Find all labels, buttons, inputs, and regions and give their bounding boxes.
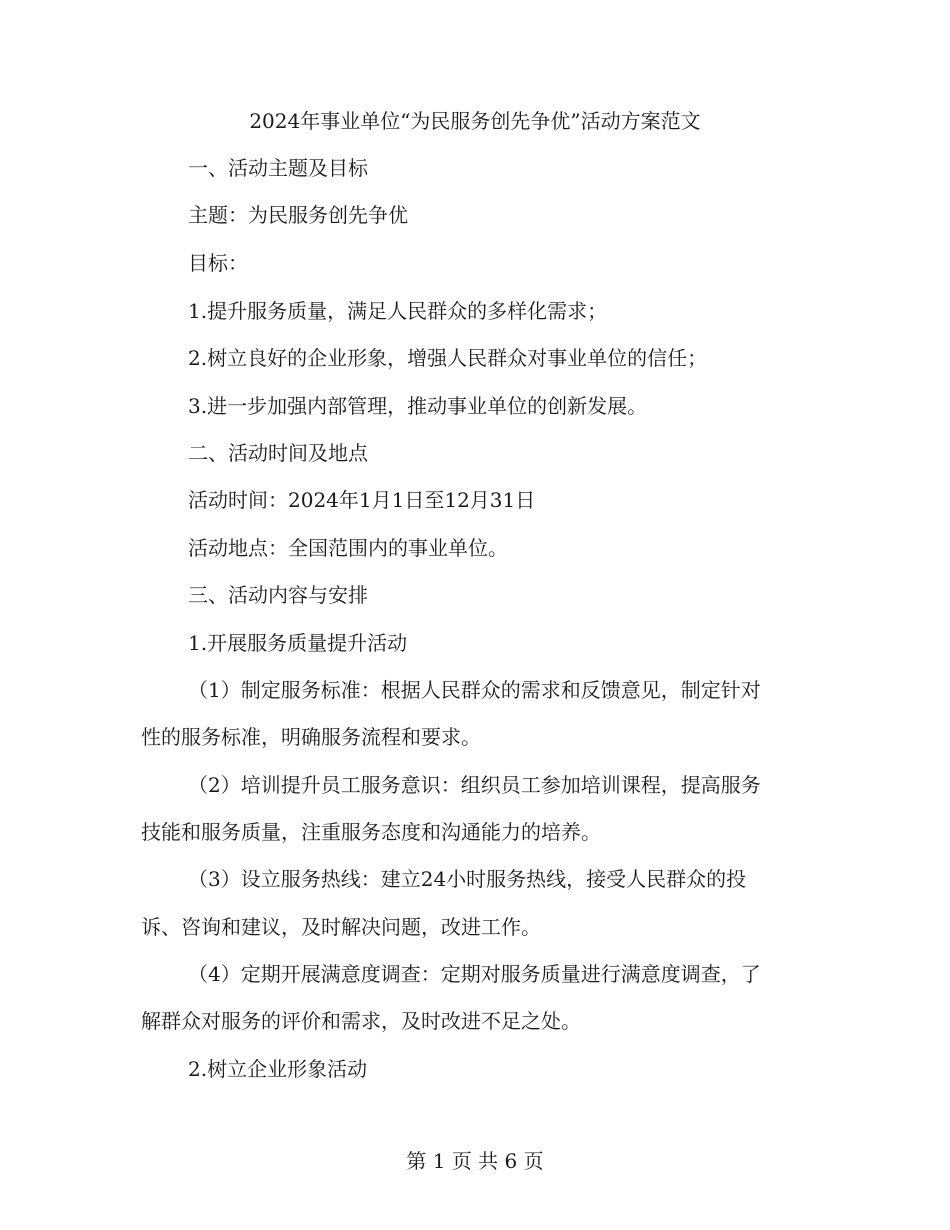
document-title: 2024年事业单位“为民服务创先争优”活动方案范文: [249, 109, 701, 133]
activity-time: 活动时间：2024年1月1日至12月31日: [188, 488, 536, 512]
item-1-line-1: （1）制定服务标准：根据人民群众的需求和反馈意见，制定针对: [188, 678, 761, 702]
subsection-heading-2: 2.树立企业形象活动: [188, 1057, 368, 1081]
section-heading-1: 一、活动主题及目标: [188, 156, 368, 180]
goal-item-3: 3.进一步加强内部管理，推动事业单位的创新发展。: [188, 394, 648, 418]
activity-place: 活动地点：全国范围内的事业单位。: [188, 536, 508, 560]
item-1-line-2: 性的服务标准，明确服务流程和要求。: [141, 725, 481, 749]
goal-item-2: 2.树立良好的企业形象，增强人民群众对事业单位的信任；: [188, 346, 708, 370]
section-heading-3: 三、活动内容与安排: [188, 583, 368, 607]
subsection-heading-1: 1.开展服务质量提升活动: [188, 631, 408, 655]
goals-label: 目标：: [188, 251, 248, 275]
item-2-line-2: 技能和服务质量，注重服务态度和沟通能力的培养。: [141, 820, 601, 844]
section-heading-2: 二、活动时间及地点: [188, 441, 368, 465]
theme-line: 主题：为民服务创先争优: [188, 203, 408, 227]
item-4-line-2: 解群众对服务的评价和需求，及时改进不足之处。: [141, 1009, 581, 1033]
item-3-line-1: （3）设立服务热线：建立24小时服务热线，接受人民群众的投: [188, 867, 747, 891]
item-2-line-1: （2）培训提升员工服务意识：组织员工参加培训课程，提高服务: [188, 773, 761, 797]
item-4-line-1: （4）定期开展满意度调查：定期对服务质量进行满意度调查，了: [188, 962, 761, 986]
page-indicator: 第 1 页 共 6 页: [406, 1149, 544, 1173]
item-3-line-2: 诉、咨询和建议，及时解决问题，改进工作。: [141, 915, 541, 939]
goal-item-1: 1.提升服务质量，满足人民群众的多样化需求；: [188, 299, 608, 323]
